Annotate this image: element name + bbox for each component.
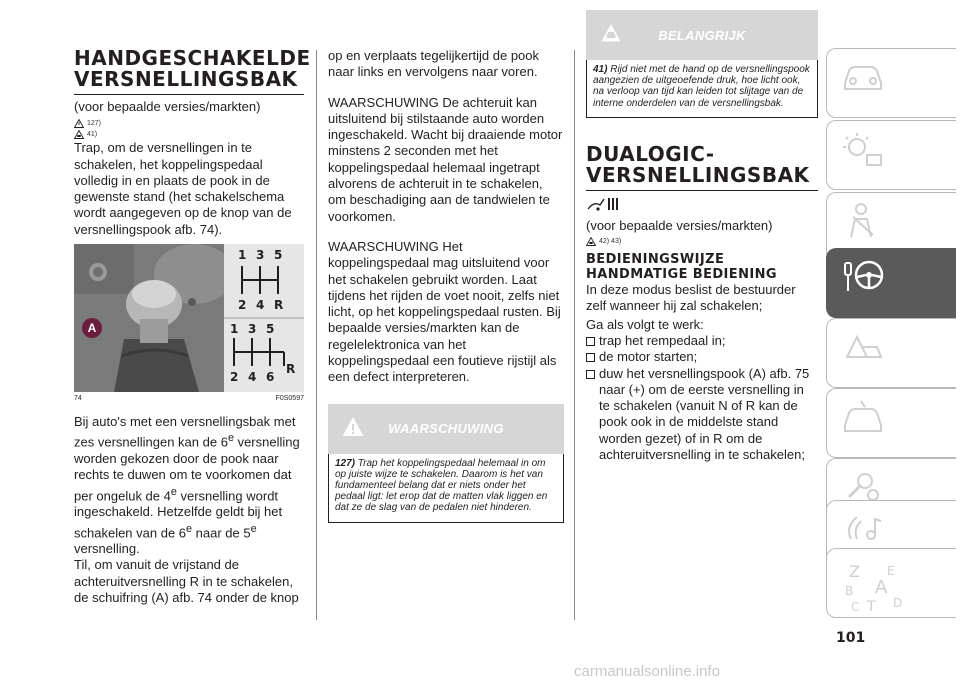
important-text: Rijd niet met de hand op de versnellingspook aangezien de uitgeoefende druk, hoe licht ook, na verloop van tijd kan leiden tot slijtage van de interne onderdelen van de versnellingsbak. [593, 64, 810, 109]
heading-line-2: VERSNELLINGSBAK [586, 162, 810, 187]
dualogic-references [586, 237, 818, 246]
warning-box-header [328, 404, 564, 454]
superscript-e: e [250, 522, 257, 535]
subheading-bedieningswijze: BEDIENINGSWIJZE [586, 252, 725, 268]
text-run: Bij auto's met een versnellingsbak met zes versnellingen kan de 6 [74, 414, 296, 450]
text-run: versnelling worden gekozen door de pook naar rechts te duwen om te voorkomen dat per ongeluk de 4 [74, 434, 300, 503]
steering-wheel-key-icon [841, 257, 885, 297]
gear-knob-photo [74, 244, 224, 392]
tab-starting-driving[interactable] [826, 248, 956, 318]
important-ref: 41) [593, 64, 608, 75]
tab-emergency[interactable] [826, 318, 956, 388]
knob-gear-3: 3 [256, 248, 265, 263]
schema-gear-6: 6 [266, 370, 275, 385]
schema-gear-3: 3 [248, 322, 257, 337]
superscript-e: e [170, 485, 177, 498]
tab-index[interactable] [826, 548, 956, 618]
tab-maintenance[interactable] [826, 388, 956, 458]
gearbox-variant-icon [586, 195, 622, 213]
car-warning-icon [74, 130, 84, 139]
warning-text: Trap het koppelingspedaal helemaal in om op juiste wijze te schakelen. Daarom is het van fundamenteel belang dat er niets onder het pedaal ligt: let erop dat de matten vlak liggen en dat ze de slag van de pedalen niet hinderen. [335, 457, 548, 514]
heading-line-1: DUALOGIC- [586, 141, 715, 166]
reverse-paragraph: Til, om vanuit de vrijstand de achteruitversnelling R in te schakelen, de schuifring (A) afb. 74 onder de knop [74, 557, 299, 606]
tab-lights[interactable] [826, 120, 956, 190]
schema-gear-1: 1 [230, 322, 239, 337]
warning-triangle-icon [74, 119, 84, 128]
list-item-text: trap het rempedaal in; [599, 333, 726, 348]
index-letter: T [867, 599, 876, 613]
important-box-header [586, 10, 818, 60]
warning-reference [74, 119, 304, 128]
section-heading [74, 46, 311, 95]
text-run: naar de 5 [192, 524, 251, 540]
footer-watermark: carmanualsonline.info [574, 663, 720, 680]
column-divider [574, 50, 575, 620]
warning-triangle-car-icon [841, 327, 885, 367]
multimedia-icon [841, 509, 885, 549]
right-column [586, 10, 818, 463]
middle-column [328, 48, 564, 523]
clutch-warning-paragraph: WAARSCHUWING Het koppelingspedaal mag uitsluitend voor het schakelen gebruikt worden. Laat tijdens het rijden de voet nooit, zelfs niet licht, op het koppelingspedaal rusten. Bij bepaalde versies/markten kan de regelelektronica van het koppelingspedaal een foutieve rijstijl als een defect interpreteren. [328, 238, 561, 385]
intro-paragraph: Trap, om de versnellingen in te schakelen, het koppelingspedaal volledig in en plaats de pook in de gewenste stand (het schakelschema wordt aangegeven op de knop van de versnellingspook afb. 74). [74, 140, 292, 237]
schema-gear-reverse: R [286, 362, 296, 377]
superscript-e: e [186, 522, 193, 535]
knob-gear-4: 4 [256, 298, 265, 313]
superscript-e: e [227, 432, 234, 445]
car-warning-icon [600, 22, 622, 44]
procedure-intro: Ga als volgt te werk: [586, 316, 704, 332]
index-letter: D [893, 596, 903, 610]
index-letter: A [875, 577, 888, 598]
subtitle: (voor bepaalde versies/markten) [74, 99, 261, 114]
knob-gear-r: R [274, 298, 284, 313]
reverse-warning-paragraph: WAARSCHUWING De achteruit kan uitsluitend bij stilstaande auto worden ingeschakeld. Wacht bij draaiende motor minstens 2 seconden met het koppelingspedaal helemaal ingetrapt alvorens de achteruit in te schakelen, om beschadiging aan de tandwielen te voorkomen. [328, 94, 563, 224]
index-letter: E [887, 564, 895, 578]
important-reference [74, 130, 304, 139]
checkbox-bullet-icon [586, 353, 595, 362]
warning-ref: 127) [335, 457, 356, 469]
ref-number: 41) [87, 131, 98, 139]
ref-numbers: 42) 43) [599, 238, 622, 246]
important-box-body [586, 60, 818, 118]
tab-car-dashboard[interactable] [826, 48, 956, 118]
subtitle: (voor bepaalde versies/markten) [586, 217, 773, 233]
knob-gear-2: 2 [238, 298, 247, 313]
six-speed-paragraph [74, 414, 304, 557]
heading-line-2: VERSNELLINGSBAK [74, 67, 298, 91]
car-dashboard-icon [841, 57, 885, 97]
schema-gear-4: 4 [248, 370, 257, 385]
important-box-title: BELANGRIJK [658, 27, 746, 43]
knob-gear-1: 1 [238, 248, 247, 263]
car-maintenance-icon [841, 397, 885, 437]
index-letter: C [851, 600, 860, 613]
left-column [74, 46, 311, 606]
lights-icon [841, 129, 885, 169]
list-item [586, 333, 818, 349]
column-divider [316, 50, 317, 620]
list-item-text: de motor starten; [599, 349, 698, 365]
car-warning-icon [586, 237, 596, 246]
manual-mode-paragraph: In deze modus beslist de bestuurder zelf wanneer hij zal schakelen; [586, 282, 796, 314]
list-item-text: duw het versnellingspook (A) afb. 75 naar (+) om de eerste versnelling in te schakelen (vanuit N of R kan de pook ook in de middelste stand worden gezet) of in R om de achteruitversnelling in te schakelen; [599, 365, 810, 463]
figure-code: F0S0597 [275, 395, 304, 403]
continuation-paragraph: op en verplaats tegelijkertijd de pook naar links en vervolgens naar voren. [328, 48, 540, 80]
warning-triangle-icon [342, 416, 364, 438]
label-a-badge: A [82, 318, 102, 338]
important-box [586, 10, 818, 118]
checkbox-bullet-icon [586, 370, 595, 379]
index-letter: Z [849, 562, 860, 581]
figure-number: 74 [74, 395, 82, 403]
figure-74 [74, 244, 304, 410]
knob-gear-5: 5 [274, 248, 283, 263]
warning-box-body [328, 454, 564, 523]
schema-gear-5: 5 [266, 322, 275, 337]
text-run: versnelling wordt ingeschakeld. Hetzelfde geldt bij het schakelen van de 6 [74, 487, 283, 540]
warning-box [328, 404, 564, 523]
figure-caption [74, 395, 304, 402]
checkbox-bullet-icon [586, 337, 595, 346]
warning-box-title: WAARSCHUWING [388, 421, 504, 437]
index-letter: B [845, 584, 854, 598]
text-run: versnelling. [74, 541, 140, 557]
list-item [586, 349, 818, 365]
subheading-handmatige-bediening: HANDMATIGE BEDIENING [586, 267, 777, 283]
shift-pattern-diagram [224, 244, 304, 392]
index-alphabet-icon [841, 557, 921, 613]
list-item [586, 366, 818, 464]
heading-line-1: HANDGESCHAKELDE [74, 46, 311, 70]
schema-gear-2: 2 [230, 370, 239, 385]
dualogic-heading [586, 141, 818, 191]
page-number: 101 [836, 630, 866, 646]
seatbelt-safety-icon [841, 201, 885, 241]
version-icons [586, 195, 818, 218]
ref-number: 127) [87, 120, 102, 128]
